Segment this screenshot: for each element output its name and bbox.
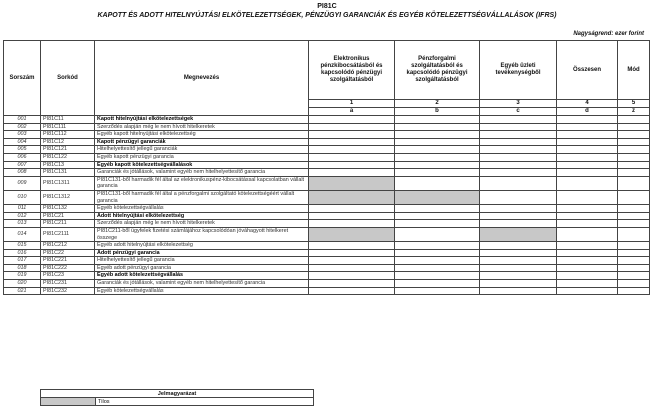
value-cell[interactable] (309, 169, 395, 177)
table-row (4, 138, 650, 146)
value-cell[interactable] (480, 161, 557, 169)
value-cell[interactable] (557, 242, 618, 250)
value-cell[interactable] (557, 176, 618, 190)
row-number: 020 (4, 280, 41, 288)
row-number: 004 (4, 138, 41, 146)
row-code: PI81C121 (41, 146, 95, 154)
value-cell[interactable] (395, 161, 480, 169)
table-row (4, 242, 650, 250)
row-code: PI81C131 (41, 169, 95, 177)
col-number-3: 3 (480, 100, 557, 108)
row-code: PI81C231 (41, 280, 95, 288)
col-header-4: Összesen (557, 41, 618, 100)
value-cell (618, 249, 650, 257)
col-letter-1: a (309, 108, 395, 116)
value-cell[interactable] (309, 138, 395, 146)
value-cell (618, 123, 650, 131)
value-cell[interactable] (309, 220, 395, 228)
value-cell[interactable] (395, 227, 480, 241)
row-number: 015 (4, 242, 41, 250)
table-row (4, 116, 650, 124)
value-cell[interactable] (309, 242, 395, 250)
col-letter-2: b (395, 108, 480, 116)
value-cell[interactable] (309, 131, 395, 139)
form-code: PI81C (317, 3, 337, 10)
row-name: PI81C211-ből ügyfelek fizetési számlájához kapcsolódóan jóváhagyott hitelkeret összege (95, 227, 309, 241)
prohibited-cell (480, 227, 557, 241)
value-cell[interactable] (557, 249, 618, 257)
row-name: Hitelhelyettesítő jellegű garanciák (95, 146, 309, 154)
legend-title: Jelmagyarázat (41, 390, 314, 398)
value-cell[interactable] (309, 280, 395, 288)
value-cell (618, 264, 650, 272)
row-name: Szerződés alapján még le nem hívott hitelkeretek (95, 220, 309, 228)
form-title: KAPOTT ÉS ADOTT HITELNYÚJTÁSI ELKÖTELEZETTSÉGEK, PÉNZÜGYI GARANCIÁK ÉS EGYÉB KÖTELEZETTSÉGVÁLLALÁSOK (IFRS) (97, 12, 557, 19)
value-cell[interactable] (557, 131, 618, 139)
row-name: Adott hitelnyújtási elkötelezettség (95, 212, 309, 220)
row-number: 017 (4, 257, 41, 265)
value-cell[interactable] (557, 153, 618, 161)
value-cell[interactable] (309, 249, 395, 257)
row-code: PI81C12 (41, 138, 95, 146)
value-cell[interactable] (480, 205, 557, 213)
value-cell[interactable] (480, 123, 557, 131)
value-cell[interactable] (395, 272, 480, 280)
table-row (4, 169, 650, 177)
row-code: PI81C1312 (41, 190, 95, 204)
table-row (4, 227, 650, 241)
row-code: PI81C232 (41, 287, 95, 295)
value-cell[interactable] (480, 272, 557, 280)
row-code: PI81C122 (41, 153, 95, 161)
table-row (4, 153, 650, 161)
row-number: 003 (4, 131, 41, 139)
value-cell[interactable] (480, 131, 557, 139)
row-number: 005 (4, 146, 41, 154)
row-name: Egyéb adott kötelezettségvállalás (95, 272, 309, 280)
row-number: 018 (4, 264, 41, 272)
value-cell[interactable] (557, 212, 618, 220)
row-number: 009 (4, 176, 41, 190)
value-cell[interactable] (395, 169, 480, 177)
col-header-sorszam: Sorszám (4, 41, 41, 116)
col-header-3: Egyéb üzleti tevékenységből (480, 41, 557, 100)
value-cell[interactable] (395, 212, 480, 220)
value-cell[interactable] (309, 146, 395, 154)
value-cell[interactable] (395, 123, 480, 131)
prohibited-cell (309, 190, 395, 204)
value-cell[interactable] (395, 220, 480, 228)
value-cell (618, 153, 650, 161)
value-cell[interactable] (395, 249, 480, 257)
table-row (4, 161, 650, 169)
table-row (4, 257, 650, 265)
row-number: 021 (4, 287, 41, 295)
value-cell[interactable] (309, 257, 395, 265)
value-cell[interactable] (309, 264, 395, 272)
table-row (4, 190, 650, 204)
value-cell[interactable] (480, 280, 557, 288)
value-cell[interactable] (395, 257, 480, 265)
row-code: PI81C132 (41, 205, 95, 213)
value-cell (618, 146, 650, 154)
value-cell[interactable] (309, 272, 395, 280)
value-cell[interactable] (480, 116, 557, 124)
value-cell[interactable] (557, 169, 618, 177)
value-cell[interactable] (480, 138, 557, 146)
row-number: 002 (4, 123, 41, 131)
value-cell[interactable] (309, 153, 395, 161)
row-name: Szerződés alapján még le nem hívott hitelkeretek (95, 123, 309, 131)
value-cell[interactable] (309, 205, 395, 213)
value-cell[interactable] (557, 257, 618, 265)
row-number: 012 (4, 212, 41, 220)
value-cell (618, 176, 650, 190)
value-cell (618, 220, 650, 228)
table-row (4, 280, 650, 288)
value-cell[interactable] (480, 220, 557, 228)
table-row (4, 220, 650, 228)
value-cell[interactable] (395, 280, 480, 288)
value-cell[interactable] (480, 287, 557, 295)
row-name: Egyéb kötelezettségvállalás (95, 287, 309, 295)
value-cell (618, 116, 650, 124)
row-name: PI81C131-ből harmadik fél által az elektronikuspénz-kibocsátással kapcsolatban vállalt garancia (95, 176, 309, 190)
table-row (4, 146, 650, 154)
col-number-4: 4 (557, 100, 618, 108)
table-row (4, 272, 650, 280)
row-code: PI81C11 (41, 116, 95, 124)
value-cell[interactable] (480, 257, 557, 265)
value-cell[interactable] (557, 161, 618, 169)
row-name: Egyéb adott pénzügyi garancia (95, 264, 309, 272)
row-number: 001 (4, 116, 41, 124)
legend-swatch (41, 398, 96, 406)
value-cell[interactable] (395, 242, 480, 250)
legend-item-label: Tilos (96, 398, 314, 406)
table-row (4, 176, 650, 190)
row-code: PI81C21 (41, 212, 95, 220)
value-cell[interactable] (480, 169, 557, 177)
value-cell (618, 257, 650, 265)
row-code: PI81C221 (41, 257, 95, 265)
value-cell (618, 227, 650, 241)
value-cell[interactable] (395, 153, 480, 161)
value-cell (618, 161, 650, 169)
value-cell[interactable] (395, 131, 480, 139)
value-cell[interactable] (395, 205, 480, 213)
value-cell[interactable] (557, 287, 618, 295)
row-number: 006 (4, 153, 41, 161)
prohibited-cell (395, 190, 480, 204)
row-number: 013 (4, 220, 41, 228)
table-row (4, 123, 650, 131)
table-row (4, 287, 650, 295)
legend-table (40, 389, 314, 406)
value-cell[interactable] (395, 287, 480, 295)
table-row (4, 131, 650, 139)
row-name: Kapott hitelnyújtási elkötelezettségek (95, 116, 309, 124)
prohibited-cell (309, 176, 395, 190)
value-cell[interactable] (480, 212, 557, 220)
row-code: PI81C13 (41, 161, 95, 169)
value-cell (618, 131, 650, 139)
value-cell[interactable] (557, 190, 618, 204)
row-number: 008 (4, 169, 41, 177)
row-code: PI81C23 (41, 272, 95, 280)
row-code: PI81C22 (41, 249, 95, 257)
col-letter-3: c (480, 108, 557, 116)
table-row (4, 264, 650, 272)
col-number-1: 1 (309, 100, 395, 108)
row-code: PI81C222 (41, 264, 95, 272)
value-cell[interactable] (557, 146, 618, 154)
value-cell[interactable] (557, 205, 618, 213)
row-code: PI81C1311 (41, 176, 95, 190)
prohibited-cell (309, 227, 395, 241)
col-number-2: 2 (395, 100, 480, 108)
row-name: Kapott pénzügyi garanciák (95, 138, 309, 146)
col-header-5: Mód (618, 41, 650, 100)
table-row (4, 212, 650, 220)
value-cell[interactable] (557, 220, 618, 228)
value-cell[interactable] (557, 138, 618, 146)
value-cell (618, 287, 650, 295)
row-name: Egyéb kapott kötelezettségvállalások (95, 161, 309, 169)
row-name: Hitelhelyettesítő jellegű garancia (95, 257, 309, 265)
value-cell[interactable] (480, 176, 557, 190)
col-header-megnevezes: Megnevezés (95, 41, 309, 116)
row-code: PI81C212 (41, 242, 95, 250)
row-name: Garanciák és jótállások, valamint egyéb nem hitelhelyettesítő garancia (95, 280, 309, 288)
row-name: Adott pénzügyi garancia (95, 249, 309, 257)
value-cell[interactable] (395, 264, 480, 272)
col-number-5: 5 (618, 100, 650, 108)
value-cell[interactable] (395, 176, 480, 190)
value-cell[interactable] (309, 287, 395, 295)
value-cell (618, 212, 650, 220)
row-number: 011 (4, 205, 41, 213)
value-cell (618, 190, 650, 204)
row-name: Garanciák és jótállások, valamint egyéb nem hitelhelyettesítő garancia (95, 169, 309, 177)
value-cell[interactable] (557, 116, 618, 124)
value-cell[interactable] (480, 190, 557, 204)
row-name: Egyéb kötelezettségvállalás (95, 205, 309, 213)
row-code: PI81C2111 (41, 227, 95, 241)
row-code: PI81C111 (41, 123, 95, 131)
value-cell[interactable] (309, 161, 395, 169)
col-letter-5: z (618, 108, 650, 116)
value-cell[interactable] (309, 123, 395, 131)
row-number: 010 (4, 190, 41, 204)
value-cell[interactable] (557, 280, 618, 288)
col-header-2: Pénzforgalmi szolgáltatásból és kapcsolódó pénzügyi szolgáltatásból (395, 41, 480, 100)
value-cell[interactable] (480, 153, 557, 161)
row-name: Egyéb kapott pénzügyi garancia (95, 153, 309, 161)
value-cell[interactable] (395, 138, 480, 146)
value-cell (618, 138, 650, 146)
value-cell (618, 280, 650, 288)
row-number: 016 (4, 249, 41, 257)
col-header-1: Elektronikus pénzkibocsátásból és kapcsolódó pénzügyi szolgáltatásból (309, 41, 395, 100)
value-cell[interactable] (395, 146, 480, 154)
table-row (4, 205, 650, 213)
unit-label: Nagyságrend: ezer forint (573, 31, 644, 37)
row-number: 007 (4, 161, 41, 169)
value-cell[interactable] (309, 212, 395, 220)
value-cell (618, 169, 650, 177)
row-code: PI81C211 (41, 220, 95, 228)
row-number: 014 (4, 227, 41, 241)
value-cell[interactable] (480, 264, 557, 272)
value-cell[interactable] (557, 123, 618, 131)
row-name: Egyéb adott hitelnyújtási elkötelezettség (95, 242, 309, 250)
value-cell[interactable] (557, 272, 618, 280)
value-cell[interactable] (480, 146, 557, 154)
table-row (4, 249, 650, 257)
report-table (3, 40, 650, 295)
value-cell (618, 272, 650, 280)
row-number: 019 (4, 272, 41, 280)
value-cell[interactable] (480, 242, 557, 250)
value-cell[interactable] (557, 264, 618, 272)
value-cell[interactable] (395, 116, 480, 124)
value-cell (618, 205, 650, 213)
row-code: PI81C112 (41, 131, 95, 139)
value-cell[interactable] (309, 116, 395, 124)
col-header-sorkod: Sorkód (41, 41, 95, 116)
value-cell[interactable] (480, 249, 557, 257)
col-letter-4: d (557, 108, 618, 116)
row-name: PI81C131-ből harmadik fél által a pénzforgalmi szolgáltató kötelezettségéért vállalt garancia (95, 190, 309, 204)
row-name: Egyéb kapott hitelnyújtási elkötelezettség (95, 131, 309, 139)
value-cell (618, 242, 650, 250)
value-cell[interactable] (557, 227, 618, 241)
